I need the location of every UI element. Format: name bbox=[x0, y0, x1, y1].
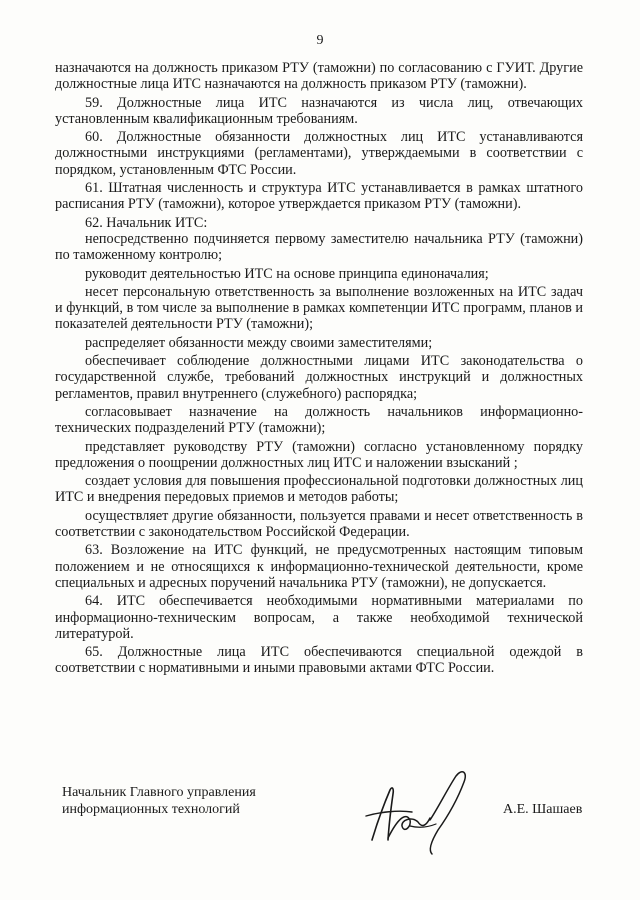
list-item: обеспечивает соблюдение должностными лицами ИТС законодательства о государственной службе, требований должностных инструкций и должностных регламентов, правил внутреннего (служебного) распорядка; bbox=[55, 353, 583, 402]
list-item: руководит деятельностью ИТС на основе принципа единоначалия; bbox=[85, 265, 489, 282]
list-item: несет персональную ответственность за выполнение возложенных на ИТС задач и функций, в том числе за выполнение в рамках компетенции ИТС программ, планов и показателей деятельности РТУ (таможни); bbox=[55, 283, 583, 333]
page-number: 9 bbox=[316, 33, 324, 48]
list-item: распределяет обязанности между своими заместителями; bbox=[85, 334, 433, 351]
list-item: непосредственно подчиняется первому заместителю начальника РТУ (таможни) по таможенному контролю; bbox=[55, 230, 583, 264]
paragraph: 61. Штатная численность и структура ИТС устанавливается в рамках штатного расписания РТУ (таможни), которое утверждается приказом РТУ (таможни). bbox=[55, 180, 583, 213]
paragraph: 62. Начальник ИТС: bbox=[85, 214, 208, 231]
signer-title-line: Начальник Главного управления bbox=[62, 785, 256, 800]
paragraph: 59. Должностные лица ИТС назначаются из числа лиц, отвечающих установленным квалификационным требованиям. bbox=[55, 94, 583, 127]
list-item: осуществляет другие обязанности, пользуется правами и несет ответственность в соответствии с законодательством Российской Федерации. bbox=[55, 507, 583, 541]
paragraph: назначаются на должность приказом РТУ (таможни) по согласованию с ГУИТ. Другие должностные лица ИТС назначаются на должность приказом РТУ (таможни). bbox=[55, 60, 583, 93]
paragraph: 65. Должностные лица ИТС обеспечиваются специальной одеждой в соответствии с нормативными и иными правовыми актами ФТС России. bbox=[55, 644, 583, 677]
list-item: создает условия для повышения профессиональной подготовки должностных лиц ИТС и внедрения передовых приемов и методов работы; bbox=[55, 473, 583, 506]
handwritten-signature bbox=[352, 768, 482, 858]
paragraph: 64. ИТС обеспечивается необходимыми нормативными материалами по информационно-техническим вопросам, а также необходимой технической литературой. bbox=[55, 593, 583, 642]
document-body bbox=[55, 60, 583, 677]
paragraph: 60. Должностные обязанности должностных лиц ИТС устанавливаются должностными инструкциями (регламентами), утверждаемыми в соответствии с порядком, установленным ФТС России. bbox=[55, 129, 583, 178]
list-item: представляет руководству РТУ (таможни) согласно установленному порядку предложения о поощрении должностных лиц ИТС и наложении взысканий ; bbox=[55, 438, 583, 471]
list-item: согласовывает назначение на должность начальников информационно-технических подразделений РТУ (таможни); bbox=[55, 403, 583, 437]
signer-title-line: информационных технологий bbox=[62, 802, 240, 817]
paragraph: 63. Возложение на ИТС функций, не предусмотренных настоящим типовым положением и не относящихся к информационно-технической деятельности, кроме специальных и адресных поручений начальника РТУ (таможни), не допускается. bbox=[55, 542, 583, 591]
signer-title bbox=[62, 784, 256, 818]
signer-name: А.Е. Шашаев bbox=[503, 802, 583, 817]
